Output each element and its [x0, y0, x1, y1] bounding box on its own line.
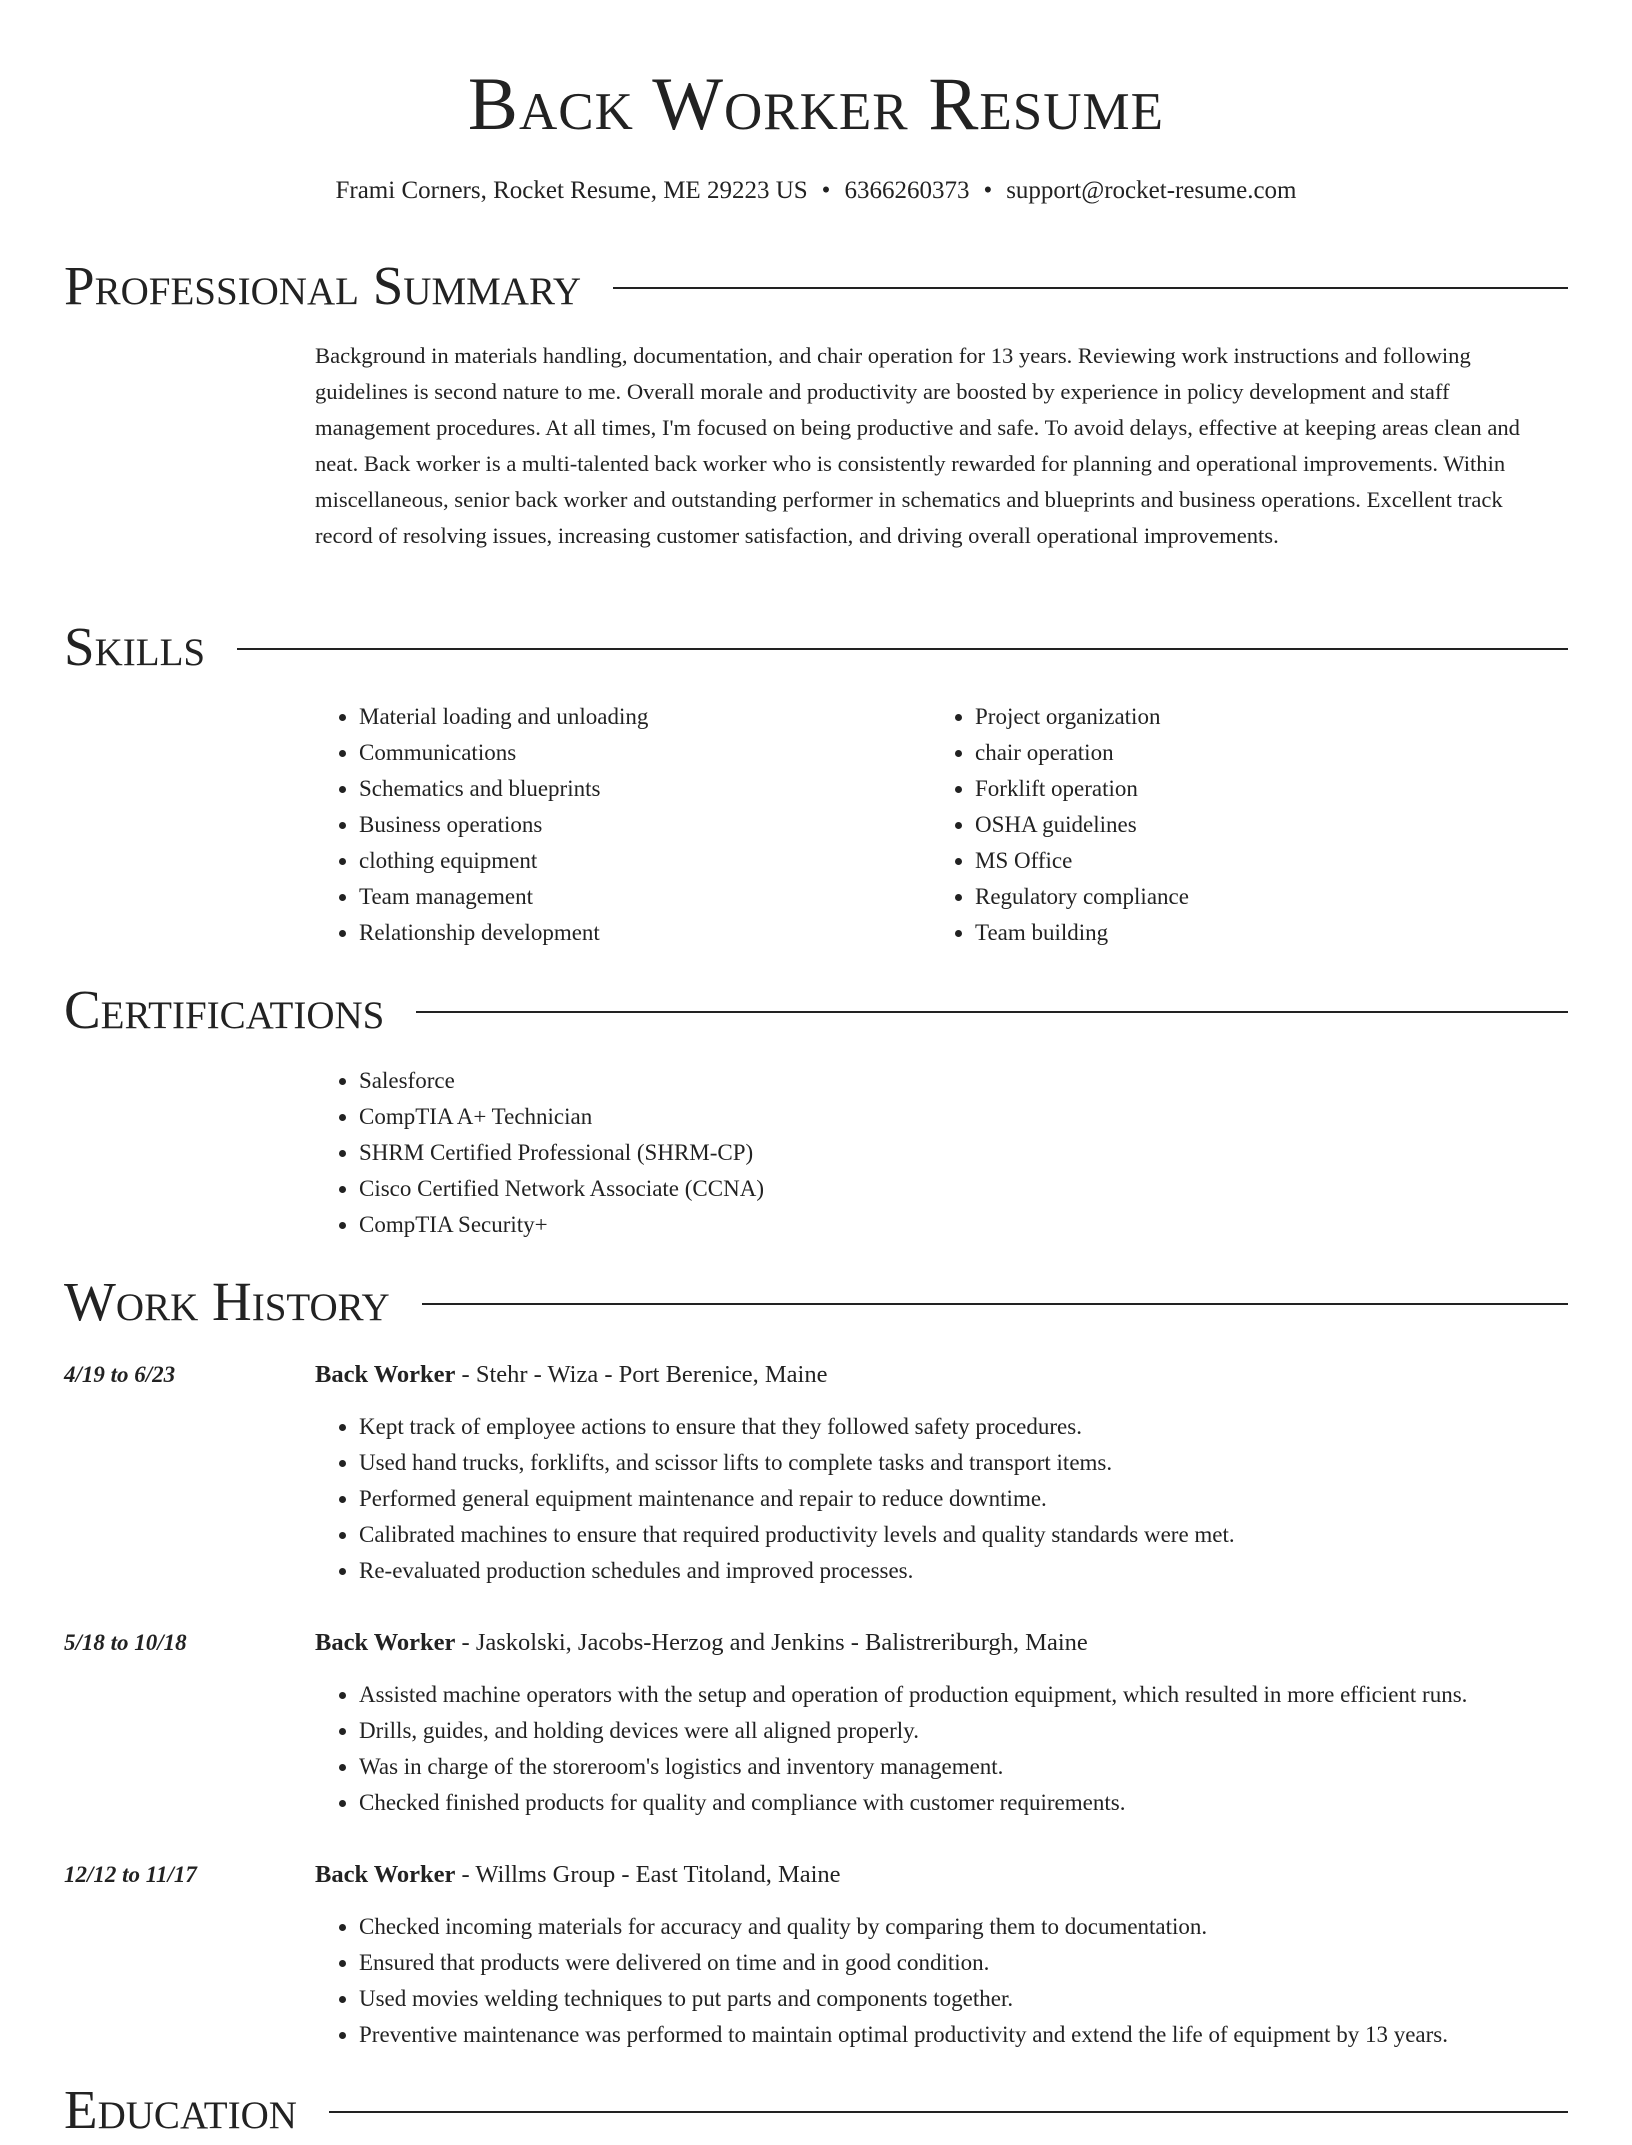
- job-role: Back Worker: [315, 1629, 456, 1656]
- job-duty-item: • Performed general equipment maintenance and repair to reduce downtime.: [359, 1481, 1575, 1517]
- skills-heading: Skills: [64, 616, 206, 677]
- skill-item: • Team building: [975, 915, 1189, 951]
- job-role: Back Worker: [315, 1361, 456, 1388]
- skills-column-left: [315, 699, 648, 951]
- job-employer: - Stehr - Wiza - Port Berenice, Maine: [455, 1361, 828, 1388]
- certification-item: • Salesforce: [359, 1063, 764, 1099]
- job-duties-list: [315, 1909, 1575, 2053]
- job-title-line: [315, 1357, 827, 1393]
- contact-separator: •: [821, 177, 831, 204]
- skills-column-right: [931, 699, 1189, 951]
- work-history-heading: Work History: [64, 1271, 390, 1332]
- job-dates: 5/18 to 10/18: [64, 1630, 187, 1655]
- section-divider: [422, 1303, 1568, 1305]
- contact-address: Frami Corners, Rocket Resume, ME 29223 US: [335, 177, 808, 204]
- job-duty-item: • Assisted machine operators with the setup and operation of production equipment, which resulted in more efficient runs.: [359, 1677, 1575, 1713]
- job-title-line: [315, 1857, 841, 1893]
- job-duties: [315, 1677, 1575, 1821]
- skill-item: • Material loading and unloading: [359, 699, 648, 735]
- certifications-heading: Certifications: [64, 979, 385, 1040]
- certifications-block: [315, 1063, 764, 1243]
- summary-heading: Professional Summary: [64, 255, 582, 316]
- certification-item: • CompTIA A+ Technician: [359, 1099, 764, 1135]
- certification-item: • Cisco Certified Network Associate (CCNA): [359, 1171, 764, 1207]
- contact-line: [0, 174, 1632, 208]
- skill-item: • Forklift operation: [975, 771, 1189, 807]
- certification-item: • SHRM Certified Professional (SHRM-CP): [359, 1135, 764, 1171]
- job-duty-item: • Ensured that products were delivered on time and in good condition.: [359, 1945, 1575, 1981]
- contact-separator: •: [983, 177, 993, 204]
- skill-item: • Project organization: [975, 699, 1189, 735]
- job-duties-list: [315, 1409, 1575, 1589]
- job-duty-item: • Drills, guides, and holding devices were all aligned properly.: [359, 1713, 1575, 1749]
- work-history-section-header: [64, 1267, 1568, 1337]
- resume-title: Back Worker Resume: [467, 63, 1165, 146]
- skill-item: • Communications: [359, 735, 648, 771]
- job-employer: - Jaskolski, Jacobs-Herzog and Jenkins - Balistreriburgh, Maine: [455, 1629, 1088, 1656]
- job-duty-item: • Calibrated machines to ensure that required productivity levels and quality standards were met.: [359, 1517, 1575, 1553]
- skill-item: • Team management: [359, 879, 648, 915]
- job-duties: [315, 1409, 1575, 1589]
- skill-item: • Regulatory compliance: [975, 879, 1189, 915]
- job-employer: - Willms Group - East Titoland, Maine: [455, 1861, 841, 1888]
- skill-item: • MS Office: [975, 843, 1189, 879]
- skill-item: • OSHA guidelines: [975, 807, 1189, 843]
- certifications-section-header: [64, 975, 1568, 1045]
- section-divider: [416, 1011, 1568, 1013]
- summary-paragraph: Background in materials handling, documentation, and chair operation for 13 years. Reviewing work instructions and following guidelines is second nature to me. Overall morale and productivity are boosted by experience in policy development and staff management procedures. At all times, I'm focused on being productive and safe. To avoid delays, effective at keeping areas clean and neat. Back worker is a multi-talented back worker who is consistently rewarded for planning and operational improvements. Within miscellaneous, senior back worker and outstanding performer in schematics and blueprints and business operations. Excellent track record of resolving issues, increasing customer satisfaction, and driving overall operational improvements.: [315, 343, 1520, 548]
- job-duties: [315, 1909, 1575, 2053]
- job-duty-item: • Checked incoming materials for accuracy and quality by comparing them to documentation.: [359, 1909, 1575, 1945]
- section-divider: [329, 2111, 1568, 2113]
- section-divider: [613, 287, 1568, 289]
- job-title-line: [315, 1625, 1088, 1661]
- job-dates: 12/12 to 11/17: [64, 1862, 197, 1887]
- job-duty-item: • Used hand trucks, forklifts, and scissor lifts to complete tasks and transport items.: [359, 1445, 1575, 1481]
- section-divider: [237, 648, 1568, 650]
- skills-list-left: [315, 699, 648, 951]
- education-heading: Education: [64, 2079, 297, 2140]
- contact-email: support@rocket-resume.com: [1006, 177, 1297, 204]
- contact-phone: 6366260373: [844, 177, 970, 204]
- skill-item: • Business operations: [359, 807, 648, 843]
- certifications-list: [315, 1063, 764, 1243]
- job-duties-list: [315, 1677, 1575, 1821]
- job-dates: 4/19 to 6/23: [64, 1362, 176, 1387]
- skill-item: • Relationship development: [359, 915, 648, 951]
- certification-item: • CompTIA Security+: [359, 1207, 764, 1243]
- job-duty-item: • Used movies welding techniques to put parts and components together.: [359, 1981, 1575, 2017]
- skills-section-header: [64, 612, 1568, 682]
- job-duty-item: • Re-evaluated production schedules and improved processes.: [359, 1553, 1575, 1589]
- summary-section-header: [64, 251, 1568, 321]
- job-duty-item: • Kept track of employee actions to ensure that they followed safety procedures.: [359, 1409, 1575, 1445]
- skills-list-right: [931, 699, 1189, 951]
- skill-item: • chair operation: [975, 735, 1189, 771]
- skill-item: • clothing equipment: [359, 843, 648, 879]
- education-section-header: [64, 2075, 1568, 2145]
- job-role: Back Worker: [315, 1861, 456, 1888]
- job-duty-item: • Was in charge of the storeroom's logistics and inventory management.: [359, 1749, 1575, 1785]
- skill-item: • Schematics and blueprints: [359, 771, 648, 807]
- job-duty-item: • Preventive maintenance was performed to maintain optimal productivity and extend the life of equipment by 13 years.: [359, 2017, 1575, 2053]
- job-duty-item: • Checked finished products for quality and compliance with customer requirements.: [359, 1785, 1575, 1821]
